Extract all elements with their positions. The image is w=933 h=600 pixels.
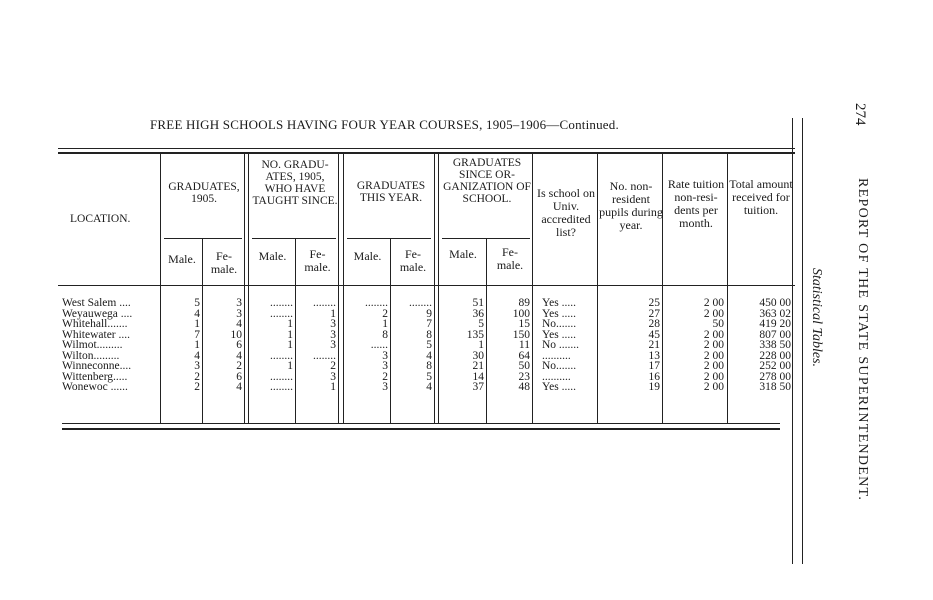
cell: Yes ..... xyxy=(542,307,576,320)
header-nonresident: No. non- resident pupils during year. xyxy=(599,179,663,232)
sinceorg-male-column xyxy=(440,298,484,393)
header-total: Total amount received for tuition. xyxy=(729,177,793,217)
cell: .......... xyxy=(542,370,571,383)
header-rate: Rate tuition non-resi- dents per month. xyxy=(667,177,725,230)
cell: 8 xyxy=(426,360,432,372)
cell: 2 00 xyxy=(703,360,724,372)
cell: 135 xyxy=(466,328,484,341)
col-rule xyxy=(486,238,487,424)
cell: 2 xyxy=(194,381,200,393)
cell: 1 xyxy=(287,328,293,341)
cell: 3 xyxy=(330,370,336,383)
cell: 150 xyxy=(512,328,530,341)
taught-male-column xyxy=(250,298,293,393)
grad1905-male-column xyxy=(162,298,200,393)
thisyear-male-column xyxy=(345,298,388,393)
col-rule xyxy=(438,152,439,424)
cell: 2 xyxy=(194,370,200,383)
cell: Yes ..... xyxy=(542,297,576,309)
location-name: Weyauwega .... xyxy=(62,307,133,320)
top-rule-double xyxy=(58,152,795,154)
cell: 21 xyxy=(648,339,660,351)
cell: 2 xyxy=(330,360,336,372)
cell: 1 xyxy=(287,360,293,372)
cell: 3 xyxy=(194,360,200,372)
header-accredited: Is school on Univ. accredited list? xyxy=(537,186,595,239)
cell: 3 xyxy=(330,328,336,341)
cell: 5 xyxy=(426,339,432,351)
col-rule xyxy=(248,152,249,424)
cell: 36 xyxy=(472,307,484,320)
margin-rule-outer xyxy=(802,118,803,564)
col-rule xyxy=(532,152,533,424)
cell: 2 00 xyxy=(703,307,724,320)
table-title: FREE HIGH SCHOOLS HAVING FOUR YEAR COURSES, 1905–1906—Continued. xyxy=(150,117,619,132)
cell: ........ xyxy=(270,370,293,383)
cell: ........ xyxy=(313,297,336,309)
cell: 1 xyxy=(194,339,200,351)
cell: 2 00 xyxy=(703,297,724,309)
cell: ........ xyxy=(270,307,293,320)
cell: 3 xyxy=(382,381,388,393)
col-rule xyxy=(202,238,203,424)
cell: 11 xyxy=(518,339,530,351)
header-graduates-1905: GRADUATES, 1905. xyxy=(168,181,240,205)
cell: 7 xyxy=(194,328,200,341)
cell: 50 xyxy=(518,360,530,372)
taught-sub-rule xyxy=(252,238,336,239)
cell: 7 xyxy=(426,318,432,330)
cell: 1 xyxy=(194,318,200,330)
cell: 3 xyxy=(382,360,388,372)
cell: 21 xyxy=(472,360,484,372)
cell: 3 xyxy=(382,349,388,362)
cell: ........ xyxy=(270,349,293,362)
cell: 51 xyxy=(472,297,484,309)
cell: 3 xyxy=(330,318,336,330)
cell: ........ xyxy=(409,297,432,309)
nonresident-column xyxy=(599,298,660,393)
col-rule xyxy=(343,152,344,424)
col-rule xyxy=(295,238,296,424)
cell: 15 xyxy=(518,318,530,330)
cell: 1 xyxy=(382,318,388,330)
cell: 252 00 xyxy=(759,360,791,372)
cell: 2 xyxy=(236,360,242,372)
cell: 100 xyxy=(512,307,530,320)
cell: 6 xyxy=(236,370,242,383)
cell: 25 xyxy=(648,297,660,309)
cell: 807 00 xyxy=(759,328,791,341)
cell: No....... xyxy=(542,318,577,330)
cell: 4 xyxy=(236,349,242,362)
location-name: Wittenberg..... xyxy=(62,370,128,383)
cell: 4 xyxy=(236,318,242,330)
bottom-rule xyxy=(62,423,780,424)
sub-male: Male. xyxy=(168,252,196,266)
header-taught-since: NO. GRADU- ATES, 1905, WHO HAVE TAUGHT SINCE. xyxy=(252,159,338,207)
cell: 4 xyxy=(194,349,200,362)
location-name: Winneconne.... xyxy=(62,360,132,372)
cell: 6 xyxy=(236,339,242,351)
cell: 48 xyxy=(518,381,530,393)
cell: 4 xyxy=(236,381,242,393)
cell: 278 00 xyxy=(759,370,791,383)
cell: 64 xyxy=(518,349,530,362)
header-since-organization: GRADUATES SINCE OR- GANIZATION OF SCHOOL. xyxy=(443,157,531,205)
cell: No ....... xyxy=(542,339,580,351)
cell: 3 xyxy=(236,307,242,320)
col-rule xyxy=(244,152,245,424)
rate-column xyxy=(664,298,724,393)
cell: 17 xyxy=(648,360,660,372)
cell: 1 xyxy=(330,307,336,320)
cell: 1 xyxy=(287,339,293,351)
cell: 8 xyxy=(382,328,388,341)
cell: 2 xyxy=(382,370,388,383)
location-column xyxy=(62,298,158,393)
sub-female: Fe- male. xyxy=(210,249,238,276)
sub-female: Fe- male. xyxy=(496,245,524,272)
cell: 3 xyxy=(330,339,336,351)
total-column xyxy=(729,298,791,393)
location-name: Wonewoc ...... xyxy=(62,381,128,393)
cell: 5 xyxy=(194,297,200,309)
sub-male: Male. xyxy=(449,247,477,261)
cell: 228 00 xyxy=(759,349,791,362)
location-name: Whitehall....... xyxy=(62,318,128,330)
cell: 45 xyxy=(648,328,660,341)
cell: 9 xyxy=(426,307,432,320)
cell: 5 xyxy=(478,318,484,330)
cell: 8 xyxy=(426,328,432,341)
thisyear-sub-rule xyxy=(347,238,431,239)
location-name: Wilton......... xyxy=(62,349,120,362)
top-rule xyxy=(58,148,795,149)
cell: 338 50 xyxy=(759,339,791,351)
thisyear-female-column xyxy=(392,298,432,393)
cell: .......... xyxy=(542,349,571,362)
cell: 4 xyxy=(194,307,200,320)
col-rule xyxy=(338,152,339,424)
cell: 2 00 xyxy=(703,339,724,351)
cell: 30 xyxy=(472,349,484,362)
cell: 2 00 xyxy=(703,328,724,341)
running-head: REPORT OF THE STATE SUPERINTENDENT. xyxy=(855,178,870,502)
cell: 10 xyxy=(230,328,242,341)
bottom-rule-double xyxy=(62,428,780,430)
cell: 2 xyxy=(382,307,388,320)
cell: 2 00 xyxy=(703,370,724,383)
cell: Yes ..... xyxy=(542,381,576,393)
sub-male: Male. xyxy=(258,249,287,263)
cell: 16 xyxy=(648,370,660,383)
cell: 3 xyxy=(236,297,242,309)
cell: 23 xyxy=(518,370,530,383)
cell: 27 xyxy=(648,307,660,320)
header-this-year: GRADUATES THIS YEAR. xyxy=(356,180,426,204)
sub-female: Fe- male. xyxy=(399,247,427,274)
location-name: Wilmot......... xyxy=(62,339,123,351)
cell: Yes ..... xyxy=(542,328,576,341)
cell: 2 00 xyxy=(703,381,724,393)
taught-female-column xyxy=(297,298,336,393)
location-name: Whitewater .... xyxy=(62,328,131,341)
cell: 1 xyxy=(287,318,293,330)
grad1905-sub-rule xyxy=(164,238,242,239)
cell: 4 xyxy=(426,349,432,362)
cell: 13 xyxy=(648,349,660,362)
cell: 89 xyxy=(518,297,530,309)
cell: 5 xyxy=(426,370,432,383)
header-location: LOCATION. xyxy=(70,213,131,225)
cell: 318 50 xyxy=(759,381,791,393)
cell: 419 20 xyxy=(759,318,791,330)
col-rule xyxy=(160,152,161,424)
cell: ...... xyxy=(370,339,388,351)
cell: 450 00 xyxy=(759,297,791,309)
cell: 1 xyxy=(478,339,484,351)
cell: 4 xyxy=(426,381,432,393)
sub-female: Fe- male. xyxy=(304,247,331,274)
cell: ........ xyxy=(365,297,388,309)
col-rule xyxy=(390,238,391,424)
location-name: West Salem .... xyxy=(62,297,131,309)
cell: 37 xyxy=(472,381,484,393)
cell: 28 xyxy=(648,318,660,330)
accredited-column xyxy=(542,298,596,393)
cell: ........ xyxy=(313,349,336,362)
header-rule xyxy=(58,285,795,286)
cell: 14 xyxy=(472,370,484,383)
cell: 19 xyxy=(648,381,660,393)
cell: 1 xyxy=(330,381,336,393)
grad1905-female-column xyxy=(204,298,242,393)
section-label: Statistical Tables. xyxy=(809,268,824,368)
cell: ........ xyxy=(270,297,293,309)
cell: No....... xyxy=(542,360,577,372)
cell: ........ xyxy=(270,381,293,393)
page-number: 274 xyxy=(852,103,868,126)
cell: 2 00 xyxy=(703,349,724,362)
sub-male: Male. xyxy=(353,249,382,263)
cell: 50 xyxy=(712,318,724,330)
cell: 363 02 xyxy=(759,307,791,320)
sinceorg-female-column xyxy=(488,298,530,393)
